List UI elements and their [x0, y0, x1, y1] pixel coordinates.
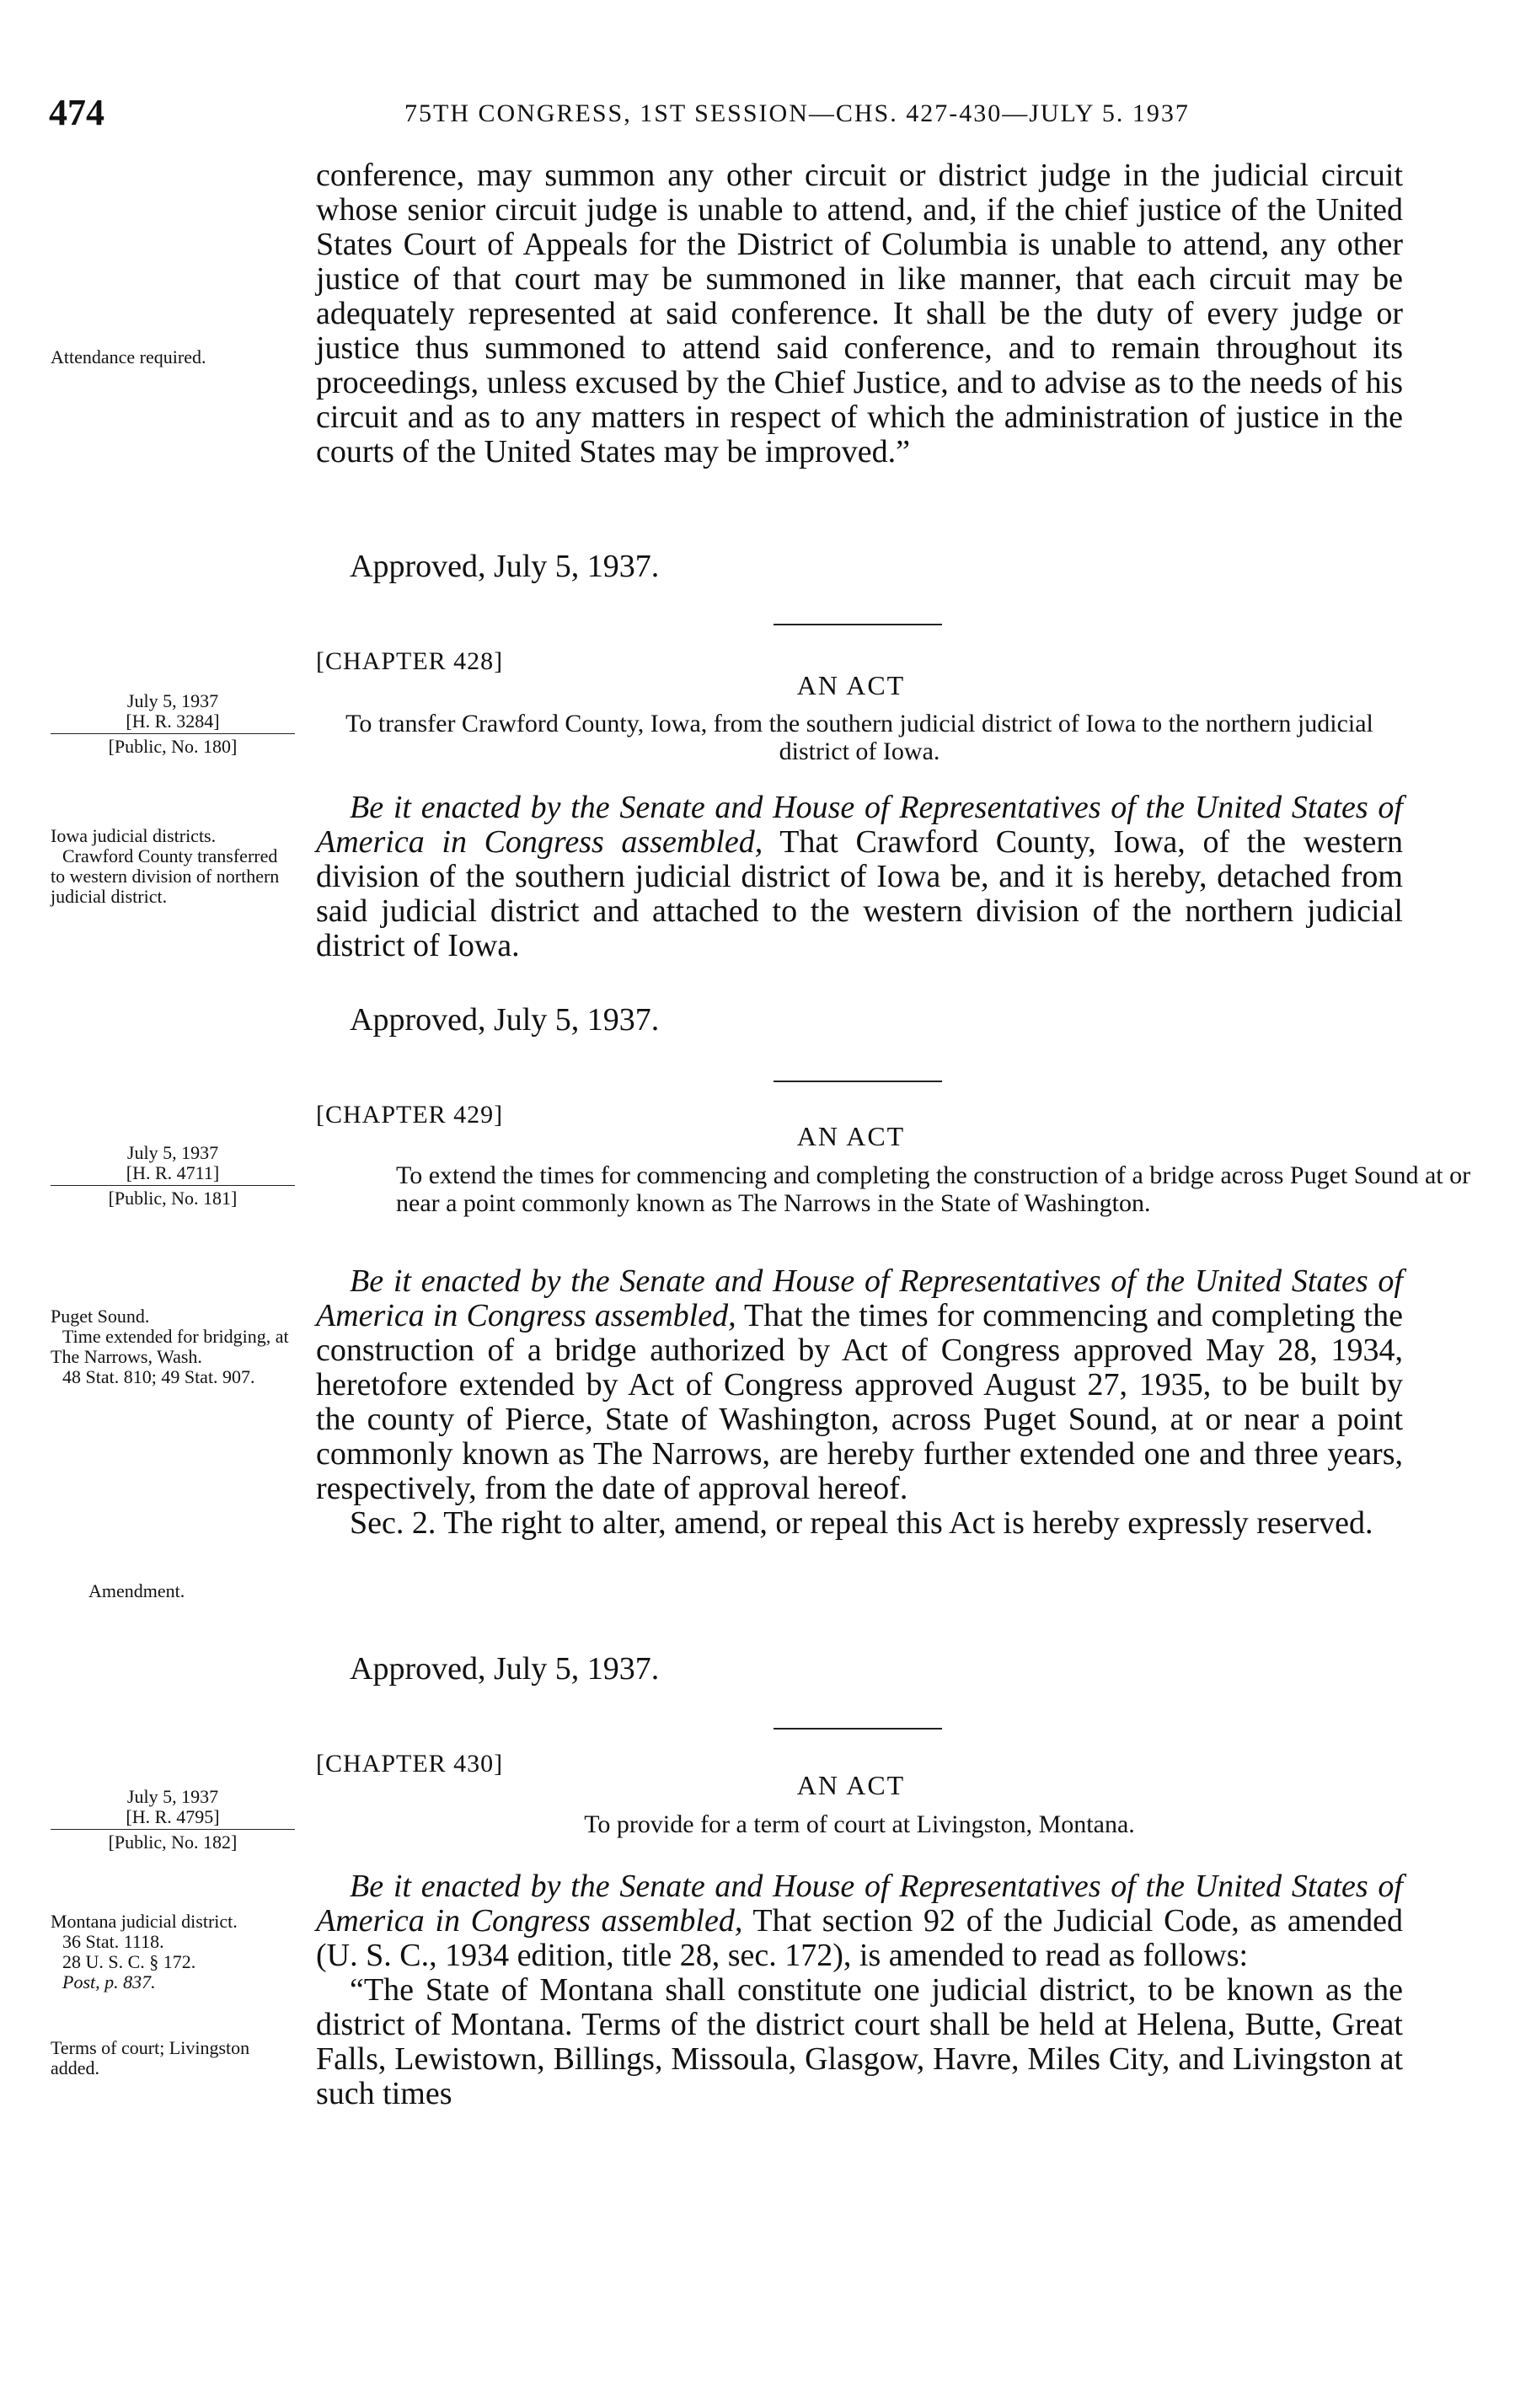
margin-note-stat: 48 Stat. 810; 49 Stat. 907. — [62, 1366, 255, 1387]
chapter-429-public-number: [Public, No. 181] — [108, 1188, 238, 1209]
margin-note-time-extended: Time extended for bridging, at The Narrows, Wash. — [51, 1326, 289, 1367]
chapter-428-title: To transfer Crawford County, Iowa, from the southern judicial district of Iowa to the northern judicial district of Iowa. — [345, 710, 1373, 765]
margin-note-crawford: Crawford County transferred to western division of northern judicial district. — [51, 845, 280, 907]
section-rule — [774, 1728, 942, 1730]
margin-note-iowa: Iowa judicial districts. — [51, 825, 217, 846]
chapter-430-margin-notes — [51, 1912, 295, 1992]
running-head: 75TH CONGRESS, 1ST SESSION—CHS. 427-430—JULY 5. 1937 — [404, 99, 1190, 127]
chapter-429-public — [51, 1188, 295, 1209]
chapter-429-sec2-text: The right to alter, amend, or repeal this Act is hereby expressly reserved. — [443, 1505, 1373, 1541]
chapter-430-date: July 5, 1937 — [126, 1786, 219, 1807]
chapter-429-title-text: To extend the times for commencing and completing the construction of a bridge across Puget Sound at or near a point commonly known as The Narrows in the State of Washington. — [396, 1161, 1471, 1217]
chapter-430-body: That section 92 of the Judicial Code, as amended (U. S. C., 1934 edition, title 28, sec. 172), is amended to read as follows: — [316, 1903, 1403, 1973]
page-number: 474 — [49, 92, 104, 133]
chapter-430-bill: [H. R. 4795] — [126, 1806, 220, 1827]
chapter-429-enacting-clause: Be it enacted by the Senate and House of Representatives of the United States of America in Congress assembled, — [316, 1263, 1403, 1333]
continuation-paragraph: conference, may summon any other circuit or district judge in the judicial circuit whose senior circuit judge is unable to attend, and, if the chief justice of the United States Court of Appeals for the District of Columbia is unable to attend, any other justice of that court may be summoned in like manner, that each circuit may be adequately represented at said conference. It shall be the duty of every judge or justice thus summoned to attend said conference, and to remain throughout its proceedings, unless excused by the Chief Justice, and to advise as to the needs of his circuit and as to any matters in respect of which the administration of justice in the courts of the United States may be improved.” — [316, 158, 1403, 469]
chapter-428-text — [316, 791, 1403, 963]
side-rule — [51, 733, 295, 734]
chapter-428-public-number: [Public, No. 180] — [108, 736, 238, 757]
chapter-429-text — [316, 1264, 1403, 1541]
chapter-430-public-number: [Public, No. 182] — [108, 1831, 238, 1853]
chapter-430-public — [51, 1832, 295, 1853]
section-rule — [774, 624, 942, 625]
chapter-430-an-act: AN ACT — [796, 1770, 906, 1800]
chapter-429-an-act: AN ACT — [796, 1121, 906, 1151]
margin-note-puget: Puget Sound. — [51, 1306, 150, 1327]
chapter-430-title: To provide for a term of court at Livingston, Montana. — [584, 1810, 1135, 1838]
chapter-428-approved: Approved, July 5, 1937. — [350, 1002, 660, 1038]
continuation-approved: Approved, July 5, 1937. — [350, 549, 660, 584]
margin-note-post: Post, p. 837. — [62, 1971, 156, 1992]
chapter-429-margin-notes — [51, 1306, 295, 1387]
section-rule — [774, 1081, 942, 1082]
chapter-430-text — [316, 1869, 1403, 2111]
chapter-428-margin-notes — [51, 826, 295, 907]
chapter-430-side-block — [51, 1787, 295, 1827]
chapter-429-heading: [CHAPTER 429] — [316, 1101, 504, 1129]
chapter-428-bill: [H. R. 3284] — [126, 711, 220, 732]
continuation-text — [316, 158, 1403, 469]
chapter-428-date: July 5, 1937 — [126, 690, 219, 711]
chapter-428-enacting-clause: Be it enacted by the Senate and House of Representatives of the United States of America in Congress assembled, — [316, 790, 1403, 860]
margin-note-attendance: Attendance required. — [51, 346, 206, 367]
chapter-429-body: That the times for commencing and completing the construction of a bridge authorized by Act of Congress approved May 28, 1934, heretofore extended by Act of Congress approved August 27, 1935, to be built by the county of Pierce, State of Washington, across Puget Sound, at or near a point commonly known as The Narrows, are hereby further extended one and three years, respectively, from the date of approval hereof. — [316, 1298, 1403, 1506]
chapter-429-approved: Approved, July 5, 1937. — [350, 1651, 660, 1687]
page-header — [0, 91, 1515, 142]
chapter-428-heading: [CHAPTER 428] — [316, 647, 504, 675]
side-rule — [51, 1185, 295, 1186]
chapter-429-sec2-label: Sec. 2. — [350, 1505, 436, 1541]
chapter-428-public — [51, 737, 295, 757]
chapter-430-heading: [CHAPTER 430] — [316, 1750, 504, 1778]
margin-note-montana: Montana judicial district. — [51, 1911, 238, 1932]
chapter-428-an-act: AN ACT — [796, 670, 906, 700]
margin-note-terms: Terms of court; Livingston added. — [51, 2037, 250, 2078]
margin-note-36-stat: 36 Stat. 1118. — [62, 1931, 164, 1952]
side-rule — [51, 1829, 295, 1830]
chapter-429-bill: [H. R. 4711] — [126, 1162, 220, 1183]
chapter-429-date: July 5, 1937 — [126, 1142, 219, 1163]
chapter-428-body: That Crawford County, Iowa, of the western division of the southern judicial district of Iowa be, and it is hereby, detached from said judicial district and attached to the western division of the northern judicial district of Iowa. — [316, 824, 1403, 963]
chapter-429-title — [316, 1161, 1491, 1217]
margin-note-usc: 28 U. S. C. § 172. — [62, 1951, 196, 1972]
chapter-428-side-block — [51, 691, 295, 732]
chapter-430-enacting-clause: Be it enacted by the Senate and House of Representatives of the United States of America in Congress assembled, — [316, 1869, 1403, 1939]
chapter-430-quote: “The State of Montana shall constitute one judicial district, to be known as the district of Montana. Terms of the district court shall be held at Helena, Butte, Great Falls, Lewistown, Billings, Missoula, Glasgow, Havre, Miles City, and Livingston at such times — [316, 1972, 1403, 2111]
margin-note-amendment: Amendment. — [88, 1580, 185, 1601]
chapter-429-side-block — [51, 1143, 295, 1183]
